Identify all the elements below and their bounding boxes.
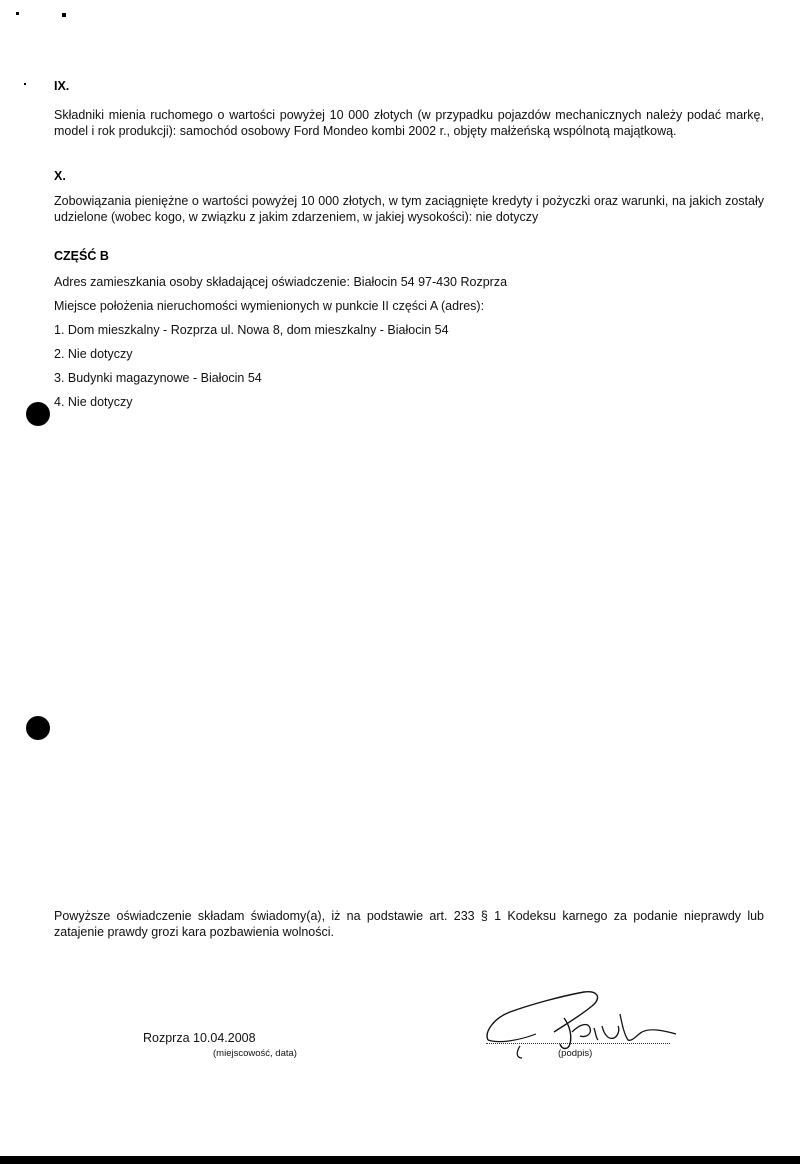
signature-caption: (podpis) (558, 1048, 593, 1059)
place-date-value: Rozprza 10.04.2008 (143, 1031, 256, 1045)
scan-bottom-edge (0, 1156, 800, 1164)
part-b-heading: CZĘŚĆ B (54, 249, 109, 263)
punch-hole (26, 716, 50, 740)
section-ix-text: Składniki mienia ruchomego o wartości powyżej 10 000 złotych (w przypadku pojazdów mechanicznych należy podać markę, model i rok produkcji): samochód osobowy Ford Mondeo kombi 2002 r., objęty małżeńską wspólnotą majątkową. (54, 108, 764, 138)
property-item: 3. Budynki magazynowe - Białocin 54 (54, 371, 262, 385)
property-item: 2. Nie dotyczy (54, 347, 133, 361)
scan-speck (62, 13, 66, 17)
scan-speck (16, 12, 19, 15)
section-x-text: Zobowiązania pieniężne o wartości powyżej 10 000 złotych, w tym zaciągnięte kredyty i pożyczki oraz warunki, na jakich zostały udzielone (wobec kogo, w związku z jakim zdarzeniem, w jakiej wysokości): nie dotyczy (54, 194, 764, 224)
property-location-intro: Miejsce położenia nieruchomości wymienionych w punkcie II części A (adres): (54, 299, 485, 313)
place-date-caption: (miejscowość, data) (213, 1048, 297, 1059)
residence-address: Adres zamieszkania osoby składającej oświadczenie: Białocin 54 97-430 Rozprza (54, 275, 508, 289)
section-ix-heading: IX. (54, 79, 70, 93)
property-item: 1. Dom mieszkalny - Rozprza ul. Nowa 8, dom mieszkalny - Białocin 54 (54, 323, 449, 337)
punch-hole (26, 402, 50, 426)
section-x-heading: X. (54, 169, 66, 183)
scan-speck (24, 83, 26, 85)
declaration-text: Powyższe oświadczenie składam świadomy(a), iż na podstawie art. 233 § 1 Kodeksu karnego za podanie nieprawdy lub zatajenie prawdy grozi kara pozbawienia wolności. (54, 909, 764, 939)
property-item: 4. Nie dotyczy (54, 395, 133, 409)
